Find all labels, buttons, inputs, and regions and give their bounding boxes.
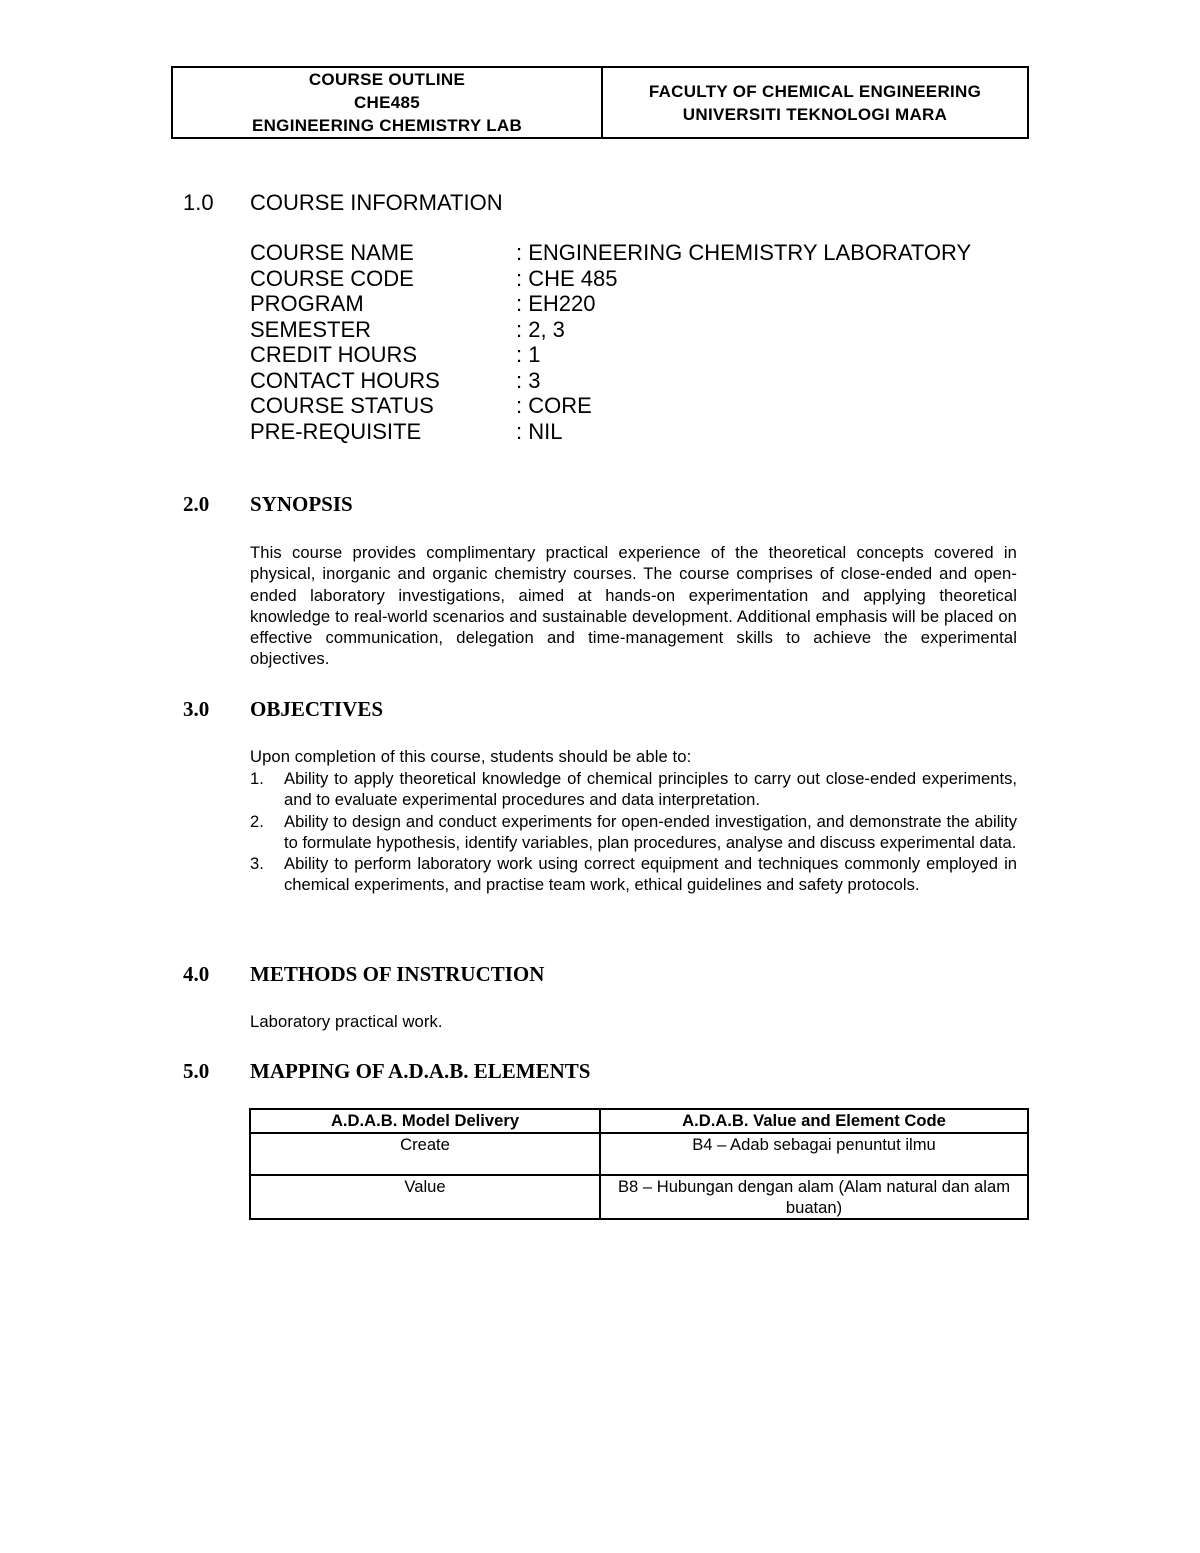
info-label: COURSE NAME [250,240,414,265]
info-value: : NIL [516,418,563,444]
section-1-number: 1.0 [183,190,214,215]
header-left-line-1: COURSE OUTLINE [308,70,466,89]
section-4-number: 4.0 [183,962,210,986]
info-label: CONTACT HOURS [250,367,440,393]
header-right-line-2: UNIVERSITI TEKNOLOGI MARA [682,104,948,124]
column-header: A.D.A.B. Value and Element Code [600,1109,1028,1133]
objective-text: Ability to apply theoretical knowledge of chemical principles to carry out close-ended experiments, and to evaluate experimental procedures and data interpretation. [284,769,1017,810]
faculty-cell [603,68,1027,137]
list-item [250,853,1017,896]
table-cell: B4 – Adab sebagai penuntut ilmu [600,1133,1028,1175]
section-2-title: SYNOPSIS [250,492,353,516]
section-3-title: OBJECTIVES [250,697,384,721]
table-row [250,1175,1028,1219]
info-value: : 2, 3 [516,316,565,342]
section-5-title: MAPPING OF A.D.A.B. ELEMENTS [250,1059,591,1083]
objective-text: Ability to perform laboratory work using correct equipment and techniques commonly employed in chemical experiments, and practise team work, ethical guidelines and safety protocols. [284,854,1017,895]
course-info-row [250,266,971,292]
info-value: : ENGINEERING CHEMISTRY LABORATORY [516,240,972,265]
info-label: COURSE STATUS [250,393,434,418]
table-header-row [250,1109,1028,1133]
course-outline-cell [173,68,603,137]
info-label: PROGRAM [250,291,364,316]
objectives-list [250,768,1017,896]
info-label: CREDIT HOURS [250,342,418,367]
column-header: A.D.A.B. Model Delivery [250,1109,600,1133]
info-value: : CORE [516,393,592,418]
course-info-row [250,342,971,368]
info-value: : 1 [516,342,541,367]
course-info-list [250,240,971,444]
info-value: : CHE 485 [516,265,618,291]
course-info-row [250,393,971,419]
course-info-row [250,291,971,317]
list-item [250,768,1017,811]
header-left-line-3: ENGINEERING CHEMISTRY LAB [251,116,523,135]
info-label: PRE-REQUISITE [250,418,422,444]
table-cell: Create [250,1133,600,1175]
objectives-intro: Upon completion of this course, students should be able to: [250,747,692,766]
info-label: SEMESTER [250,316,372,342]
section-5-number: 5.0 [183,1059,210,1083]
table-cell: Value [250,1175,600,1219]
header-left-line-2: CHE485 [353,93,421,112]
synopsis-text: This course provides complimentary practical experience of the theoretical concepts covered in physical, inorganic and organic chemistry courses. The course comprises of close-ended and open-ended laboratory investigations, aimed at hands-on experimentation and applying theoretical knowledge to real-world scenarios and sustainable development. Additional emphasis will be placed on effective communication, delegation and time-management skills to achieve the experimental objectives. [250,543,1017,669]
table-row [250,1133,1028,1175]
info-value: : EH220 [516,291,596,316]
table-cell: B8 – Hubungan dengan alam (Alam natural dan alam buatan) [600,1175,1028,1219]
document-header [171,66,1029,139]
section-1-title: COURSE INFORMATION [250,190,503,215]
section-2-number: 2.0 [183,492,210,516]
section-3-number: 3.0 [183,697,210,721]
methods-text: Laboratory practical work. [250,1012,443,1031]
section-4-title: METHODS OF INSTRUCTION [250,962,545,986]
course-info-row [250,240,971,266]
course-info-row [250,419,971,445]
objective-number: 3. [250,854,264,874]
info-value: : 3 [516,367,541,393]
adab-table [249,1108,1029,1220]
list-item [250,811,1017,854]
objective-number: 1. [250,769,264,788]
info-label: COURSE CODE [250,265,414,291]
course-info-row [250,368,971,394]
objective-text: Ability to design and conduct experiments for open-ended investigation, and demonstrate the ability to formulate hypothesis, identify variables, plan procedures, analyse and discuss experimental data. [284,811,1017,852]
header-right-line-1: FACULTY OF CHEMICAL ENGINEERING [648,81,982,101]
course-info-row [250,317,971,343]
objective-number: 2. [250,811,264,831]
